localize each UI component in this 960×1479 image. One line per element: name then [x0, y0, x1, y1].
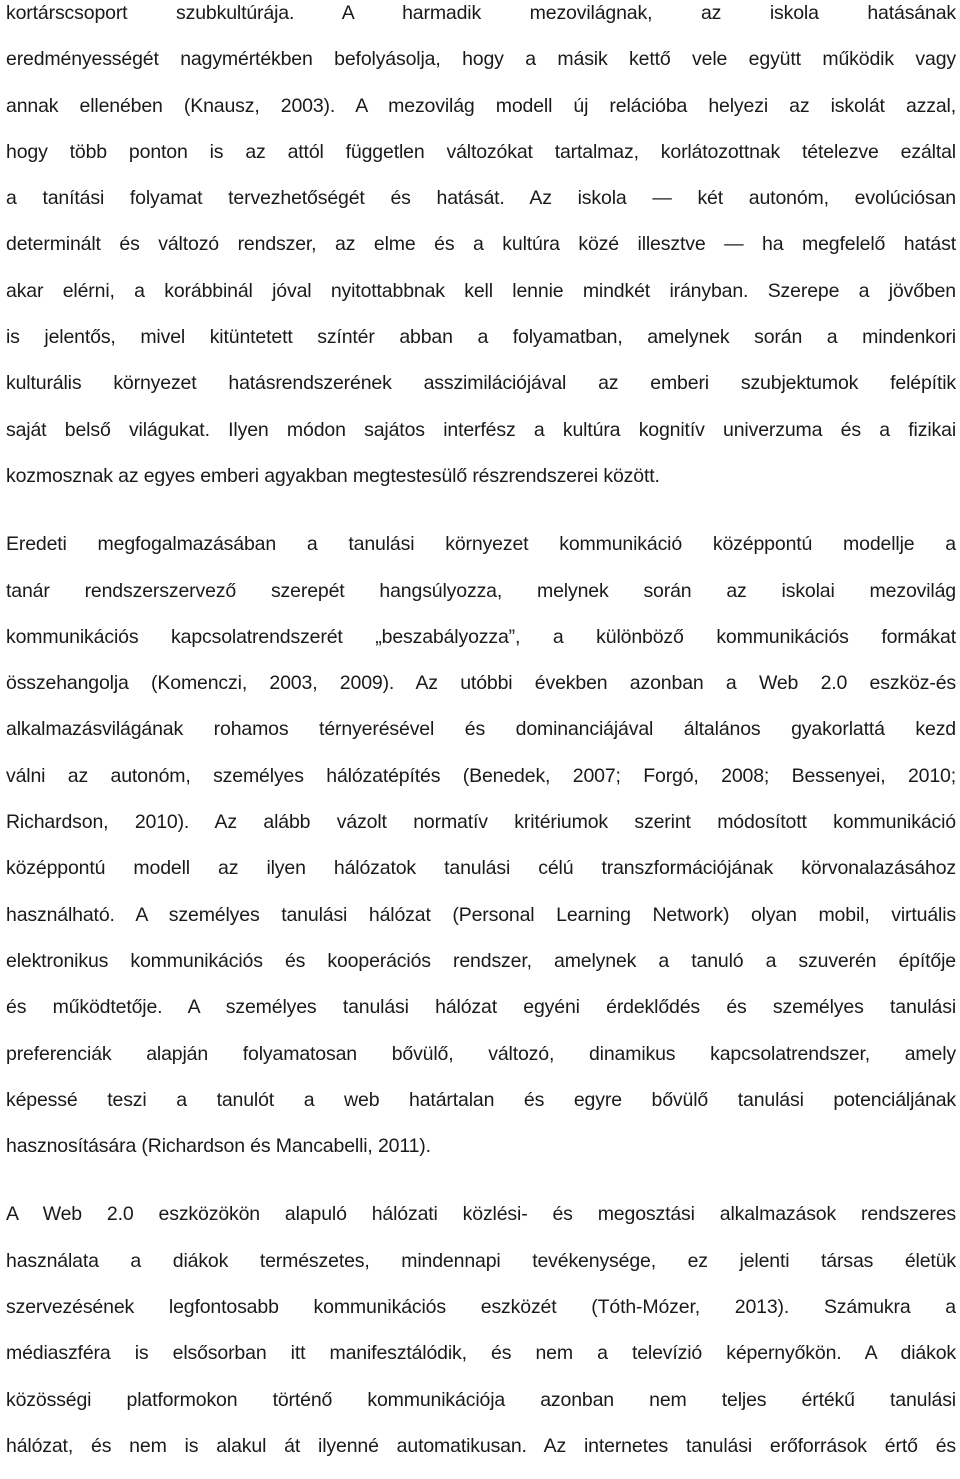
- text-line: középpontú modell az ilyen hálózatok tanulási célú transzformációjának körvonalazásához: [6, 857, 956, 880]
- text-line: Richardson, 2010). Az alább vázolt normatív kritériumok szerint módosított kommunikáció: [6, 811, 956, 834]
- text-line: A Web 2.0 eszközökön alapuló hálózati közlési- és megosztási alkalmazások rendszeres: [6, 1203, 956, 1226]
- text-line: elektronikus kommunikációs és kooperációs rendszer, amelynek a tanuló a szuverén építője: [6, 949, 956, 972]
- text-line: hasznosítására (Richardson és Mancabelli, 2011).: [6, 1135, 431, 1158]
- text-line: kommunikációs kapcsolatrendszerét „beszabályozza”, a különböző kommunikációs formákat: [6, 625, 956, 648]
- paragraph-kommunikacio-modell: [6, 531, 956, 1179]
- text-line: a tanítási folyamat tervezhetőségét és hatását. Az iskola — két autonóm, evolúciósan: [6, 187, 956, 210]
- document-page: [6, 0, 956, 1479]
- text-line: is jelentős, mivel kitüntetett színtér abban a folyamatban, amelynek során a mindenkori: [6, 326, 956, 349]
- paragraph-mezovilag: [6, 0, 956, 509]
- text-line: akar elérni, a korábbinál jóval nyitottabbnak kell lennie mindkét irányban. Szerepe a jövőben: [6, 279, 956, 302]
- text-line: válni az autonóm, személyes hálózatépítés (Benedek, 2007; Forgó, 2008; Bessenyei, 2010;: [6, 764, 956, 787]
- text-line: közösségi platformokon történő kommunikációja azonban nem teljes értékű tanulási: [6, 1388, 956, 1411]
- text-line: hálózat, és nem is alakul át ilyenné automatikusan. Az internetes tanulási erőforrások értő és: [6, 1434, 956, 1457]
- text-line: médiaszféra is elsősorban itt manifesztálódik, és nem a televízió képernyőkön. A diákok: [6, 1342, 956, 1365]
- text-line: annak ellenében (Knausz, 2003). A mezovilág modell új relációba helyezi az iskolát azzal,: [6, 94, 956, 117]
- text-line: eredményességét nagymértékben befolyásolja, hogy a másik kettő vele együtt működik vagy: [6, 48, 956, 71]
- text-line: tanár rendszerszervező szerepét hangsúlyozza, melynek során az iskolai mezovilág: [6, 579, 956, 602]
- text-line: képessé teszi a tanulót a web határtalan és egyre bővülő tanulási potenciáljának: [6, 1088, 956, 1111]
- paragraph-web20: [6, 1201, 956, 1479]
- text-line: összehangolja (Komenczi, 2003, 2009). Az utóbbi években azonban a Web 2.0 eszköz-és: [6, 672, 956, 695]
- text-line: hogy több ponton is az attól független változókat tartalmaz, korlátozottnak tételezve ezáltal: [6, 140, 956, 163]
- text-line: kozmosznak az egyes emberi agyakban megtestesülő részrendszerei között.: [6, 464, 660, 487]
- text-line: saját belső világukat. Ilyen módon sajátos interfész a kultúra kognitív univerzuma és a fizikai: [6, 418, 956, 441]
- text-line: alkalmazásvilágának rohamos térnyerésével és dominanciájával általános gyakorlattá kezd: [6, 718, 956, 741]
- text-line: kortárscsoport szubkultúrája. A harmadik mezovilágnak, az iskola hatásának: [6, 2, 956, 24]
- text-line: és működtetője. A személyes tanulási hálózat egyéni érdeklődés és személyes tanulási: [6, 996, 956, 1019]
- paragraph-spacer: [6, 509, 956, 531]
- text-line: preferenciák alapján folyamatosan bővülő, változó, dinamikus kapcsolatrendszer, amely: [6, 1042, 956, 1065]
- text-line: Eredeti megfogalmazásában a tanulási környezet kommunikáció középpontú modellje a: [6, 533, 956, 556]
- text-line: használható. A személyes tanulási hálózat (Personal Learning Network) olyan mobil, virtuális: [6, 903, 956, 926]
- text-line: szervezésének legfontosabb kommunikációs eszközét (Tóth-Mózer, 2013). Számukra a: [6, 1296, 956, 1319]
- text-line: használata a diákok természetes, mindennapi tevékenysége, ez jelenti társas életük: [6, 1249, 956, 1272]
- paragraph-spacer: [6, 1179, 956, 1201]
- text-line: kulturális környezet hatásrendszerének asszimilációjával az emberi szubjektumok felépítik: [6, 372, 956, 395]
- text-line: determinált és változó rendszer, az elme és a kultúra közé illesztve — ha megfelelő hatást: [6, 233, 956, 256]
